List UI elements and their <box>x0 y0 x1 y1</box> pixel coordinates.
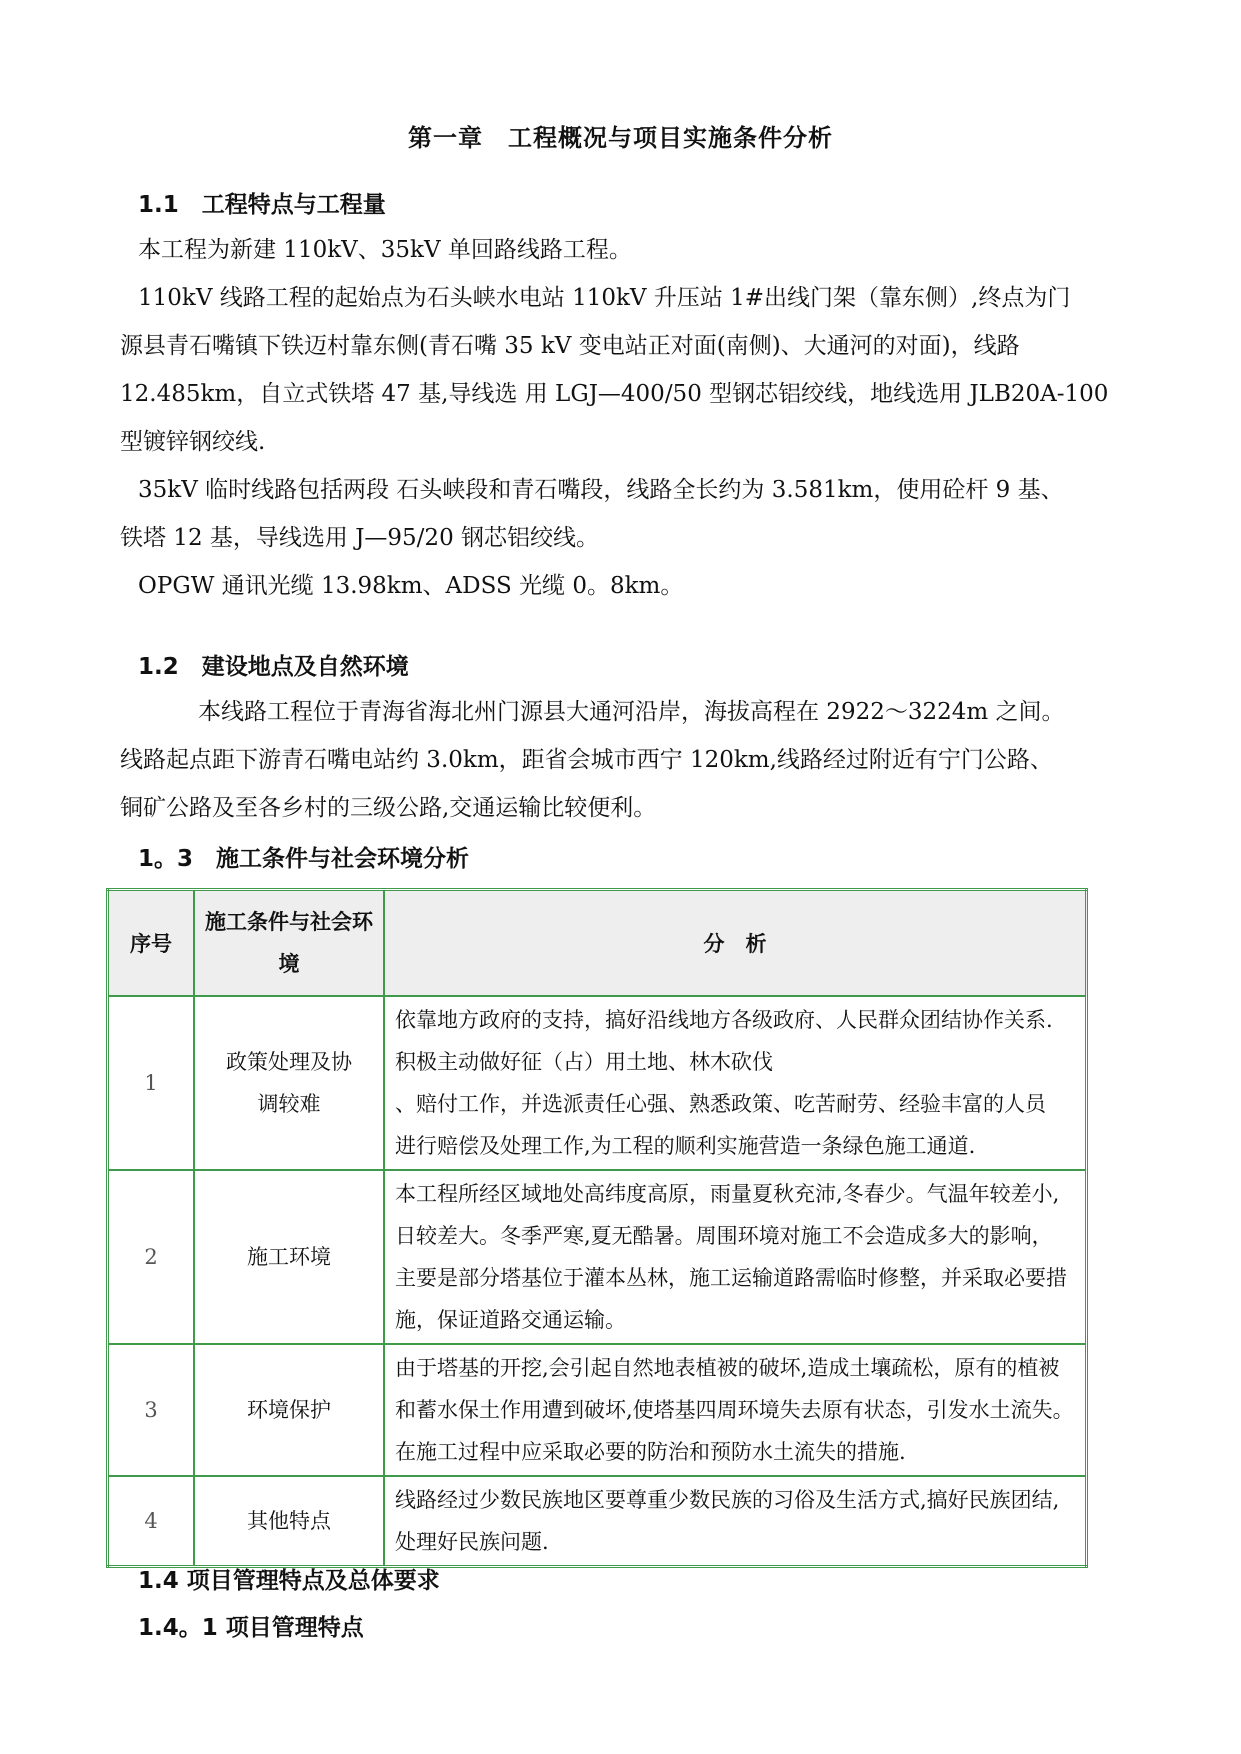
row-index: 1 <box>108 996 195 1170</box>
text-line: 本工程为新建 110kV、35kV 单回路线路工程。 <box>138 237 632 263</box>
cell-line: 调较难 <box>257 1091 321 1116</box>
row-analysis <box>384 1170 1087 1344</box>
conditions-table <box>106 888 1088 1568</box>
cell-line: 施，保证道路交通运输。 <box>395 1307 626 1332</box>
section-heading-1-1: 1.1 工程特点与工程量 <box>138 192 386 218</box>
text-line: 型镀锌钢绞线. <box>120 429 266 455</box>
row-index: 3 <box>108 1344 195 1476</box>
cell-line: 由于塔基的开挖,会引起自然地表植被的破坏,造成土壤疏松，原有的植被 <box>395 1355 1060 1380</box>
row-condition <box>194 1170 384 1344</box>
table-header-row <box>108 890 1087 996</box>
cell-line: 在施工过程中应采取必要的防治和预防水土流失的措施. <box>395 1439 906 1464</box>
row-index: 2 <box>108 1170 195 1344</box>
cell-line: 政策处理及协 <box>226 1049 352 1074</box>
subsection-heading-1-4-1: 1.4。1 项目管理特点 <box>138 1615 364 1641</box>
text-line: 35kV 临时线路包括两段 石头峡段和青石嘴段，线路全长约为 3.581km，使用砼杆 9 基、 <box>138 477 1064 503</box>
text-line: 线路起点距下游青石嘴电站约 3.0km，距省会城市西宁 120km,线路经过附近有宁门公路、 <box>120 747 1053 773</box>
header-index: 序号 <box>108 890 195 996</box>
row-analysis <box>384 1476 1087 1567</box>
cell-line: 依靠地方政府的支持，搞好沿线地方各级政府、人民群众团结协作关系. <box>395 1007 1053 1032</box>
row-condition <box>194 996 384 1170</box>
row-condition <box>194 1344 384 1476</box>
cell-line: 其他特点 <box>247 1508 331 1533</box>
cell-line: 环境保护 <box>247 1397 331 1422</box>
cell-line: 进行赔偿及处理工作,为工程的顺利实施营造一条绿色施工通道. <box>395 1133 976 1158</box>
chapter-title: 第一章 工程概况与项目实施条件分析 <box>408 124 833 152</box>
cell-line: 线路经过少数民族地区要尊重少数民族的习俗及生活方式,搞好民族团结, <box>395 1487 1060 1512</box>
cell-line: 处理好民族问题. <box>395 1529 549 1554</box>
text-line: 110kV 线路工程的起始点为石头峡水电站 110kV 升压站 1#出线门架（靠东侧）,终点为门 <box>138 285 1071 311</box>
section-heading-1-2: 1.2 建设地点及自然环境 <box>138 654 409 680</box>
row-analysis <box>384 996 1087 1170</box>
table-row <box>108 1170 1087 1344</box>
text-line: 源县青石嘴镇下铁迈村靠东侧(青石嘴 35 kV 变电站正对面(南侧)、大通河的对面)，线路 <box>120 333 1020 359</box>
section-1-1-body <box>120 226 1110 610</box>
header-condition: 施工条件与社会环境 <box>194 890 384 996</box>
text-line: OPGW 通讯光缆 13.98km、ADSS 光缆 0。8km。 <box>138 573 684 599</box>
section-heading-1-4: 1.4 项目管理特点及总体要求 <box>138 1568 440 1594</box>
table-row <box>108 996 1087 1170</box>
text-line: 本线路工程位于青海省海北州门源县大通河沿岸，海拔高程在 2922～3224m 之间。 <box>198 699 1065 725</box>
header-analysis: 分 析 <box>384 890 1087 996</box>
cell-line: 和蓄水保土作用遭到破坏,使塔基四周环境失去原有状态，引发水土流失。 <box>395 1397 1074 1422</box>
row-condition <box>194 1476 384 1567</box>
table-row <box>108 1344 1087 1476</box>
row-index: 4 <box>108 1476 195 1567</box>
text-line: 铁塔 12 基，导线选用 J—95/20 钢芯铝绞线。 <box>120 525 600 551</box>
row-analysis <box>384 1344 1087 1476</box>
cell-line: 施工环境 <box>247 1244 331 1269</box>
cell-line: 、赔付工作，并选派责任心强、熟悉政策、吃苦耐劳、经验丰富的人员 <box>395 1091 1046 1116</box>
cell-line: 本工程所经区域地处高纬度高原，雨量夏秋充沛,冬春少。气温年较差小, <box>395 1181 1060 1206</box>
cell-line: 日较差大。冬季严寒,夏无酷暑。周围环境对施工不会造成多大的影响， <box>395 1223 1053 1248</box>
section-heading-1-3: 1。3 施工条件与社会环境分析 <box>138 846 470 872</box>
text-line: 12.485km，自立式铁塔 47 基,导线选 用 LGJ—400/50 型钢芯铝绞线，地线选用 JLB20A-100 <box>120 381 1109 407</box>
table-row <box>108 1476 1087 1567</box>
cell-line: 积极主动做好征（占）用土地、林木砍伐 <box>395 1049 773 1074</box>
cell-line: 主要是部分塔基位于灌本丛林，施工运输道路需临时修整，并采取必要措 <box>395 1265 1067 1290</box>
text-line: 铜矿公路及至各乡村的三级公路,交通运输比较便利。 <box>120 795 657 821</box>
section-1-2-body <box>120 688 1110 832</box>
